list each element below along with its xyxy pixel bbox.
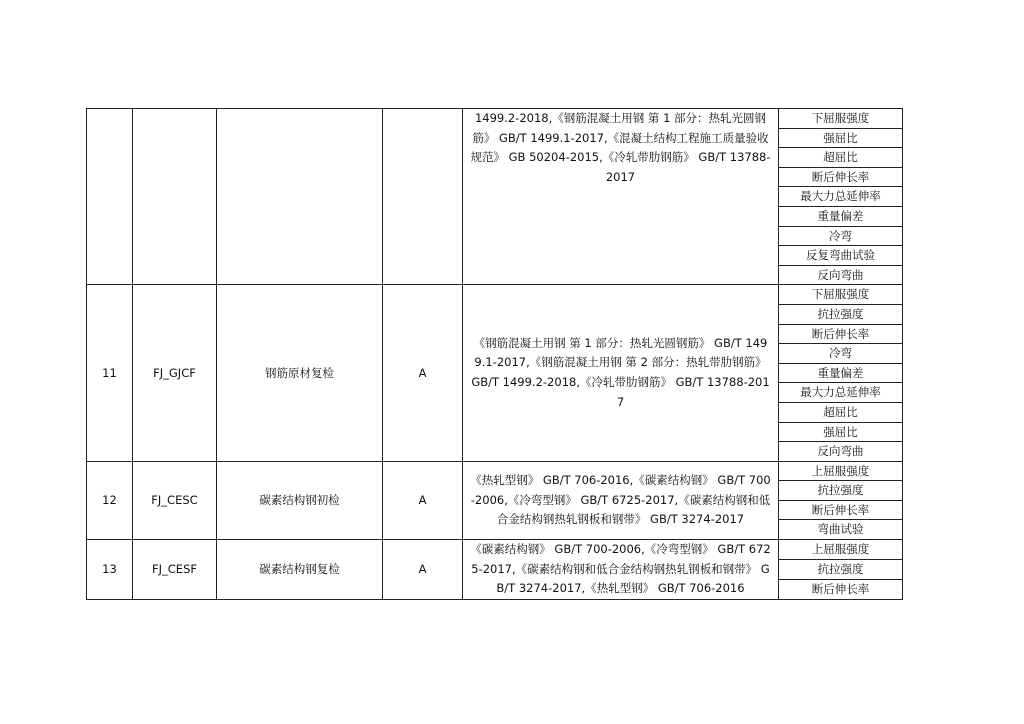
row-number-cell: 12	[87, 461, 133, 539]
test-item-cell: 上屈服强度	[779, 540, 903, 560]
test-item-cell: 下屈服强度	[779, 109, 903, 129]
standard-cell: 《钢筋混凝土用钢 第 1 部分：热轧光圆钢筋》 GB/T 1499.1-2017,《钢筋混凝土用钢 第 2 部分：热轧带肋钢筋》 GB/T 1499.2-2018,《冷轧带肋钢筋》 GB/T 13788-2017	[463, 285, 779, 461]
test-item-cell: 强屈比	[779, 422, 903, 442]
table-row	[87, 109, 903, 129]
grade-cell	[383, 109, 463, 285]
test-item-cell: 超屈比	[779, 148, 903, 168]
standard-cell: 《热轧型钢》 GB/T 706-2016,《碳素结构钢》 GB/T 700-2006,《冷弯型钢》 GB/T 6725-2017,《碳素结构钢和低合金结构钢热轧钢板和钢带》 GB/T 3274-2017	[463, 461, 779, 539]
standard-cell: 《碳素结构钢》 GB/T 700-2006,《冷弯型钢》 GB/T 6725-2017,《碳素结构钢和低合金结构钢热轧钢板和钢带》 GB/T 3274-2017,《热轧型钢》 GB/T 706-2016	[463, 540, 779, 600]
test-item-cell: 弯曲试验	[779, 520, 903, 540]
grade-cell: A	[383, 461, 463, 539]
table-row	[87, 540, 903, 560]
test-standards-table	[86, 108, 903, 600]
test-item-cell: 抗拉强度	[779, 481, 903, 501]
row-number-cell: 11	[87, 285, 133, 461]
test-item-cell: 超屈比	[779, 402, 903, 422]
grade-cell: A	[383, 285, 463, 461]
test-name-cell: 碳素结构钢复检	[217, 540, 383, 600]
row-number-cell: 13	[87, 540, 133, 600]
test-item-cell: 断后伸长率	[779, 500, 903, 520]
test-code-cell: FJ_CESC	[133, 461, 217, 539]
test-item-cell: 最大力总延伸率	[779, 383, 903, 403]
grade-cell: A	[383, 540, 463, 600]
test-name-cell: 钢筋原材复检	[217, 285, 383, 461]
test-code-cell	[133, 109, 217, 285]
test-item-cell: 抗拉强度	[779, 304, 903, 324]
test-item-cell: 冷弯	[779, 344, 903, 364]
test-item-cell: 上屈服强度	[779, 461, 903, 481]
test-item-cell: 反复弯曲试验	[779, 246, 903, 266]
test-item-cell: 反向弯曲	[779, 265, 903, 285]
standard-cell: 1499.2-2018,《钢筋混凝土用钢 第 1 部分：热轧光圆钢筋》 GB/T 1499.1-2017,《混凝土结构工程施工质量验收规范》 GB 50204-2015,《冷轧带肋钢筋》 GB/T 13788-2017	[463, 109, 779, 285]
table-row	[87, 461, 903, 481]
test-item-cell: 重量偏差	[779, 363, 903, 383]
test-item-cell: 冷弯	[779, 226, 903, 246]
test-code-cell: FJ_GJCF	[133, 285, 217, 461]
table-row	[87, 285, 903, 305]
test-item-cell: 断后伸长率	[779, 324, 903, 344]
test-item-cell: 断后伸长率	[779, 579, 903, 599]
test-item-cell: 反向弯曲	[779, 442, 903, 462]
test-item-cell: 强屈比	[779, 128, 903, 148]
test-item-cell: 最大力总延伸率	[779, 187, 903, 207]
test-item-cell: 下屈服强度	[779, 285, 903, 305]
test-name-cell: 碳素结构钢初检	[217, 461, 383, 539]
test-item-cell: 抗拉强度	[779, 559, 903, 579]
row-number-cell	[87, 109, 133, 285]
test-item-cell: 断后伸长率	[779, 167, 903, 187]
test-code-cell: FJ_CESF	[133, 540, 217, 600]
test-name-cell	[217, 109, 383, 285]
test-item-cell: 重量偏差	[779, 206, 903, 226]
